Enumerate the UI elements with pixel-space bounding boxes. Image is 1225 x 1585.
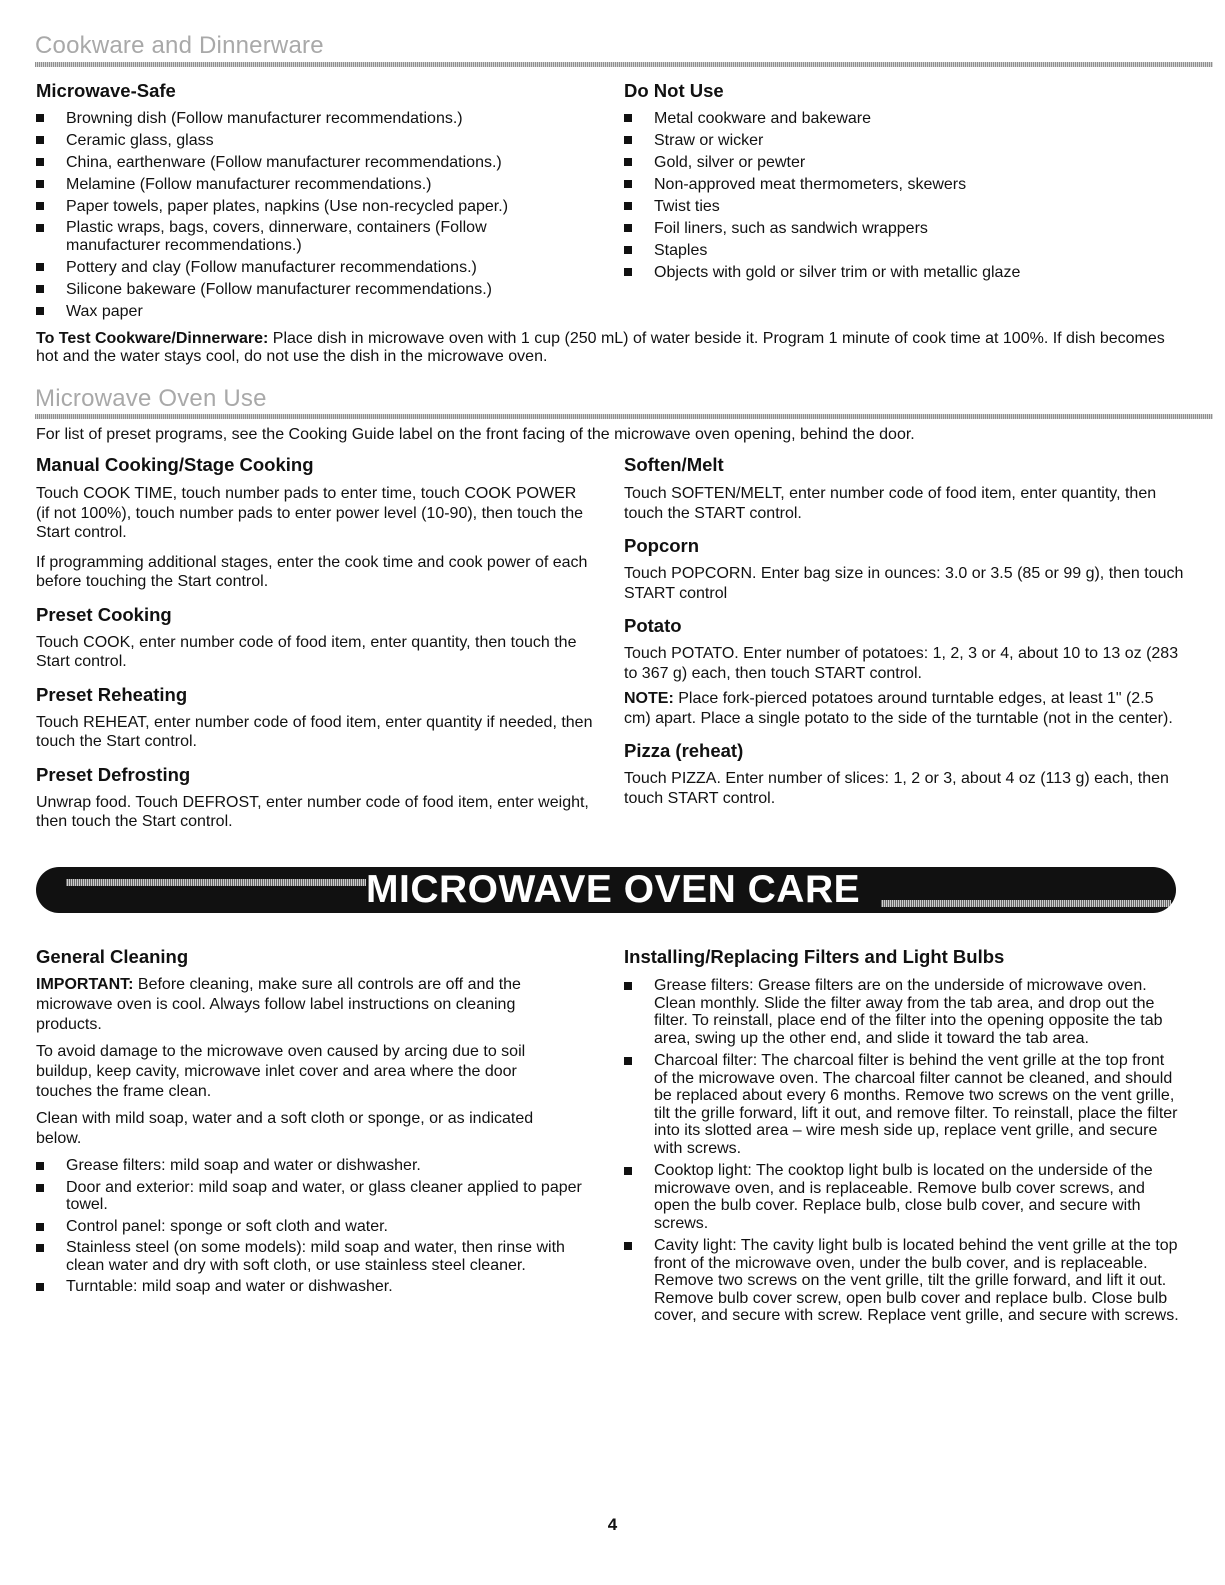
preset-cooking-heading: Preset Cooking <box>36 603 172 625</box>
pizza-heading: Pizza (reheat) <box>624 740 744 761</box>
manual-cooking-text: Touch COOK TIME, touch number pads to enter time, touch COOK POWER (if not 100%), touch number pads to enter power level (10-90), then touch the Start control. <box>36 485 583 541</box>
do-not-use-column <box>624 80 1184 282</box>
microwave-safe-column <box>36 80 596 321</box>
list-item: Paper towels, paper plates, napkins (Use non-recycled paper.) <box>36 197 596 216</box>
list-item: Plastic wraps, bags, covers, dinnerware, containers (Follow manufacturer recommendations.) <box>36 219 596 255</box>
important-paragraph <box>36 975 596 1035</box>
list-item: Melamine (Follow manufacturer recommendations.) <box>36 175 596 194</box>
list-item: Foil liners, such as sandwich wrappers <box>624 219 1184 238</box>
test-cookware-text: Place dish in microwave oven with 1 cup (250 mL) of water beside it. Program 1 minute of cook time at 100%. If dish becomes hot and the water stays cool, do not use the dish in the microwave oven. <box>36 330 1165 365</box>
general-cleaning-list <box>36 1157 596 1296</box>
list-item: Control panel: sponge or soft cloth and water. <box>36 1218 586 1236</box>
soften-melt-text: Touch SOFTEN/MELT, enter number code of food item, enter quantity, then touch the START control. <box>624 485 1157 522</box>
list-item: Grease filters: Grease filters are on the underside of microwave oven. Clean monthly. Slide the filter away from the tab area, and drop out the filter. To reinstall, place end of the filter into the opening opposite the tab area, swing up the other end, and slide it toward the tab area. <box>624 977 1180 1047</box>
oven-use-left-column <box>36 454 596 832</box>
oven-use-intro: For list of preset programs, see the Cooking Guide label on the front facing of the microwave oven opening, behind the door. <box>36 426 915 443</box>
list-item: Charcoal filter: The charcoal filter is behind the vent grille at the top front of the microwave oven. The charcoal filter cannot be cleaned, and should be replaced about every 6 months. Remove two screws on the vent grille, tilt the grille forward, lift it out, and remove filter. To reinstall, place the filter into its slotted area – wire mesh side up, replace vent grille, and secure with screws. <box>624 1052 1180 1157</box>
preset-defrosting-heading: Preset Defrosting <box>36 763 191 785</box>
popcorn-heading: Popcorn <box>624 535 700 556</box>
section-rule <box>35 414 1213 419</box>
potato-heading: Potato <box>624 615 682 636</box>
potato-text: Touch POTATO. Enter number of potatoes: 1, 2, 3 or 4, about 10 to 13 oz (283 to 367 g) each, then touch START control. <box>624 645 1179 682</box>
list-item: Gold, silver or pewter <box>624 153 1184 172</box>
popcorn-text: Touch POPCORN. Enter bag size in ounces: 3.0 or 3.5 (85 or 99 g), then touch START control <box>624 565 1184 602</box>
preset-reheating-text: Touch REHEAT, enter number code of food item, enter quantity if needed, then touch the Start control. <box>36 713 593 750</box>
arcing-paragraph: To avoid damage to the microwave oven caused by arcing due to soil buildup, keep cavity, microwave inlet cover and area where the door touches the frame clean. <box>36 1043 526 1100</box>
do-not-use-heading: Do Not Use <box>624 80 724 101</box>
filters-bulbs-heading: Installing/Replacing Filters and Light Bulbs <box>624 946 1005 967</box>
soften-melt-heading: Soften/Melt <box>624 454 724 475</box>
list-item: Straw or wicker <box>624 131 1184 150</box>
test-cookware-label: To Test Cookware/Dinnerware: <box>36 330 269 347</box>
filters-bulbs-column <box>624 946 1180 1325</box>
general-cleaning-heading: General Cleaning <box>36 946 189 967</box>
page-number: 4 <box>607 1515 618 1534</box>
general-cleaning-column <box>36 946 596 1296</box>
test-cookware-paragraph <box>36 330 1181 366</box>
microwave-safe-list <box>36 109 596 321</box>
list-item: Non-approved meat thermometers, skewers <box>624 175 1184 194</box>
section-title-cookware: Cookware and Dinnerware <box>35 32 324 59</box>
list-item: Twist ties <box>624 197 1184 216</box>
banner-title: MICROWAVE OVEN CARE <box>366 868 861 911</box>
preset-cooking-text: Touch COOK, enter number code of food item, enter quantity, then touch the Start control. <box>36 633 577 670</box>
manual-cooking-stages-text: If programming additional stages, enter the cook time and cook power of each before touching the Start control. <box>36 553 588 590</box>
preset-reheating-heading: Preset Reheating <box>36 683 188 705</box>
section-rule <box>35 62 1213 67</box>
list-item: Cooktop light: The cooktop light bulb is located on the underside of the microwave oven, and is replaceable. Remove bulb cover screws, and open the bulb cover. Replace bulb, close bulb cover, and secure with screws. <box>624 1162 1180 1232</box>
list-item: Turntable: mild soap and water or dishwasher. <box>36 1278 586 1296</box>
list-item: Silicone bakeware (Follow manufacturer recommendations.) <box>36 280 596 299</box>
list-item: Staples <box>624 241 1184 260</box>
important-label: IMPORTANT: <box>36 976 134 993</box>
preset-defrosting-text: Unwrap food. Touch DEFROST, enter number code of food item, enter weight, then touch the Start control. <box>36 793 589 830</box>
list-item: China, earthenware (Follow manufacturer recommendations.) <box>36 153 596 172</box>
list-item: Objects with gold or silver trim or with metallic glaze <box>624 263 1184 282</box>
important-text: Before cleaning, make sure all controls are off and the microwave oven is cool. Always follow label instructions on cleaning products. <box>36 976 521 1033</box>
filters-bulbs-list <box>624 977 1180 1325</box>
list-item: Pottery and clay (Follow manufacturer recommendations.) <box>36 258 596 277</box>
clean-with-paragraph: Clean with mild soap, water and a soft cloth or sponge, or as indicated below. <box>36 1110 534 1147</box>
list-item: Browning dish (Follow manufacturer recommendations.) <box>36 109 596 128</box>
list-item: Grease filters: mild soap and water or dishwasher. <box>36 1157 586 1175</box>
manual-cooking-heading: Manual Cooking/Stage Cooking <box>36 454 314 475</box>
microwave-oven-care-banner <box>36 867 1176 913</box>
list-item: Ceramic glass, glass <box>36 131 596 150</box>
note-label: NOTE: <box>624 690 674 707</box>
banner-hatch-right <box>881 900 1171 907</box>
potato-note <box>624 689 1184 728</box>
section-title-oven-use: Microwave Oven Use <box>35 385 267 412</box>
list-item: Wax paper <box>36 302 596 321</box>
do-not-use-list <box>624 109 1184 282</box>
list-item: Cavity light: The cavity light bulb is located behind the vent grille at the top front of the microwave oven, under the bulb cover, and is replaceable. Remove two screws on the vent grille, tilt the grille forward, and lift it out. Remove bulb cover screw, open bulb cover and replace bulb. Close bulb cover, and secure with screw. Replace vent grille, and secure with screws. <box>624 1237 1180 1325</box>
banner-hatch-left <box>66 879 366 886</box>
list-item: Stainless steel (on some models): mild soap and water, then rinse with clean water and dry with soft cloth, or use stainless steel cleaner. <box>36 1239 586 1274</box>
list-item: Door and exterior: mild soap and water, or glass cleaner applied to paper towel. <box>36 1179 586 1214</box>
microwave-safe-heading: Microwave-Safe <box>36 80 176 101</box>
note-text: Place fork-pierced potatoes around turntable edges, at least 1" (2.5 cm) apart. Place a single potato to the side of the turntable (not in the center). <box>624 690 1173 727</box>
list-item: Metal cookware and bakeware <box>624 109 1184 128</box>
oven-use-right-column <box>624 454 1184 808</box>
pizza-text: Touch PIZZA. Enter number of slices: 1, 2 or 3, about 4 oz (113 g) each, then touch START control. <box>624 770 1169 807</box>
